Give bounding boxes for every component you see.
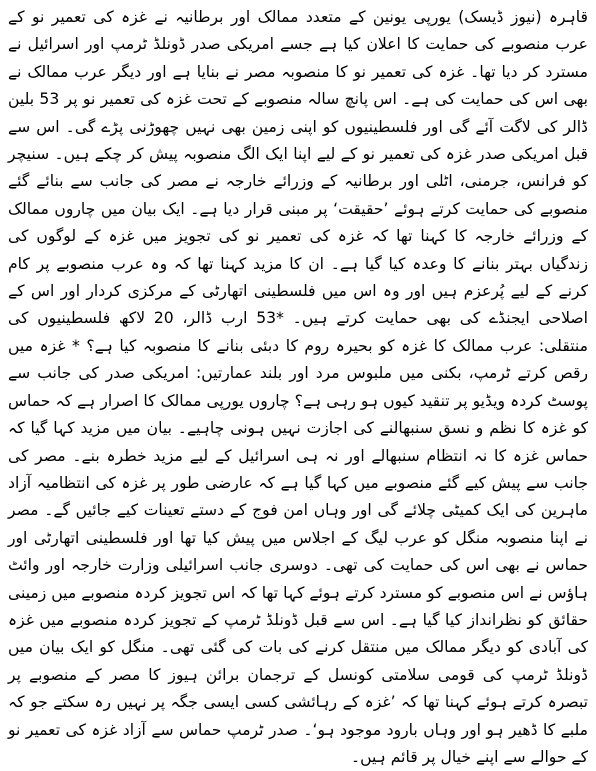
article-body: قاہرہ (نیوز ڈیسک) یورپی یونین کے متعدد ممالک اور برطانیہ نے غزہ کی تعمیر نو کے عرب منصوبے کی حمایت کا اعلان کیا ہے جسے امریکی صدر ڈونلڈ ٹرمپ اور اسرائیل نے مسترد کر دیا تھا۔ غزہ کی تعمیر نو کا منصوبہ مصر نے بنایا ہے اور دیگر عرب ممالک نے بھی اس کی حمایت کی ہے۔ اس پانچ سالہ منصوبے کے تحت غزہ کی تعمیر نو پر 53 بلین ڈالر کی لاگت آئے گی اور فلسطینیوں کو اپنی زمین بھی نہیں چھوڑنی پڑے گی۔ اس سے قبل امریکی صدر غزہ کی تعمیر نو کے لیے اپنا ایک الگ منصوبہ پیش کر چکے ہیں۔ سنیچر کو فرانس، جرمنی، اٹلی اور برطانیہ کے وزرائے خارجہ نے مصر کی جانب سے بنائے گئے منصوبے کی حمایت کرتے ہوئے ’حقیقت‘ پر مبنی قرار دیا ہے۔ ایک بیان میں چاروں ممالک کے وزرائے خارجہ کا کہنا تھا کہ غزہ کی تعمیر نو کی تجویز میں غزہ کے لوگوں کی زندگیاں بہتر بنانے کا وعدہ کیا گیا ہے۔ ان کا مزید کہنا تھا کہ وہ عرب منصوبے پر کام کرنے کے لیے پُرعزم ہیں اور وہ اس میں فلسطینی اتھارٹی کے مرکزی کردار اور اس کے اصلاحی ایجنڈے کی بھی حمایت کرتے ہیں۔ *53 ارب ڈالر، 20 لاکھ فلسطینیوں کی منتقلی: عرب ممالک کا غزہ کو بحیرہ روم کا دبئی بنانے کا منصوبہ کیا ہے؟ * غزہ میں رقص کرتے ٹرمپ، بکنی میں ملبوس مرد اور بلند عمارتیں: امریکی صدر کی جانب سے پوسٹ کردہ ویڈیو پر تنقید کیوں ہو رہی ہے؟ چاروں یورپی ممالک کا اصرار ہے کہ حماس کو غزہ کا نظم و نسق سنبھالنے کی اجازت نہیں ہونی چاہیے۔ بیان میں مزید کہا گیا کہ حماس غزہ کا نہ انتظام سنبھالے اور نہ ہی اسرائیل کے لیے مزید خطرہ بنے۔ مصر کی جانب سے پیش کیے گئے منصوبے میں کہا گیا ہے کہ عارضی طور پر غزہ کی انتظامیہ آزاد ماہرین کی ایک کمیٹی چلائے گی اور وہاں امن فوج کے دستے تعینات کیے جائیں گے۔ مصر نے اپنا منصوبہ منگل کو عرب لیگ کے اجلاس میں پیش کیا تھا اور فلسطینی اتھارٹی اور حماس نے بھی اس کی حمایت کی تھی۔ دوسری جانب اسرائیلی وزارت خارجہ اور وائٹ ہاؤس نے اس منصوبے کو مسترد کرتے ہوئے کہا تھا کہ اس تجویز کردہ منصوبے میں زمینی حقائق کو نظرانداز کیا گیا ہے۔ اس سے قبل ڈونلڈ ٹرمپ کے تجویز کردہ منصوبے میں غزہ کی آبادی کو دیگر ممالک میں منتقل کرنے کی بات کی گئی تھی۔ منگل کو ایک بیان میں ڈونلڈ ٹرمپ کی قومی سلامتی کونسل کے ترجمان برائن ہیوز کا مصر کے منصوبے پر تبصرہ کرتے ہوئے کہنا تھا کہ ’غزہ کے رہائشی کسی ایسی جگہ پر نہیں رہ سکتے جو کہ ملبے کا ڈھیر ہو اور وہاں بارود موجود ہو‘۔ صدر ٹرمپ حماس سے آزاد غزہ کی تعمیر نو کے حوالے سے اپنے خیال پر قائم ہیں۔ — [8, 8, 588, 766]
